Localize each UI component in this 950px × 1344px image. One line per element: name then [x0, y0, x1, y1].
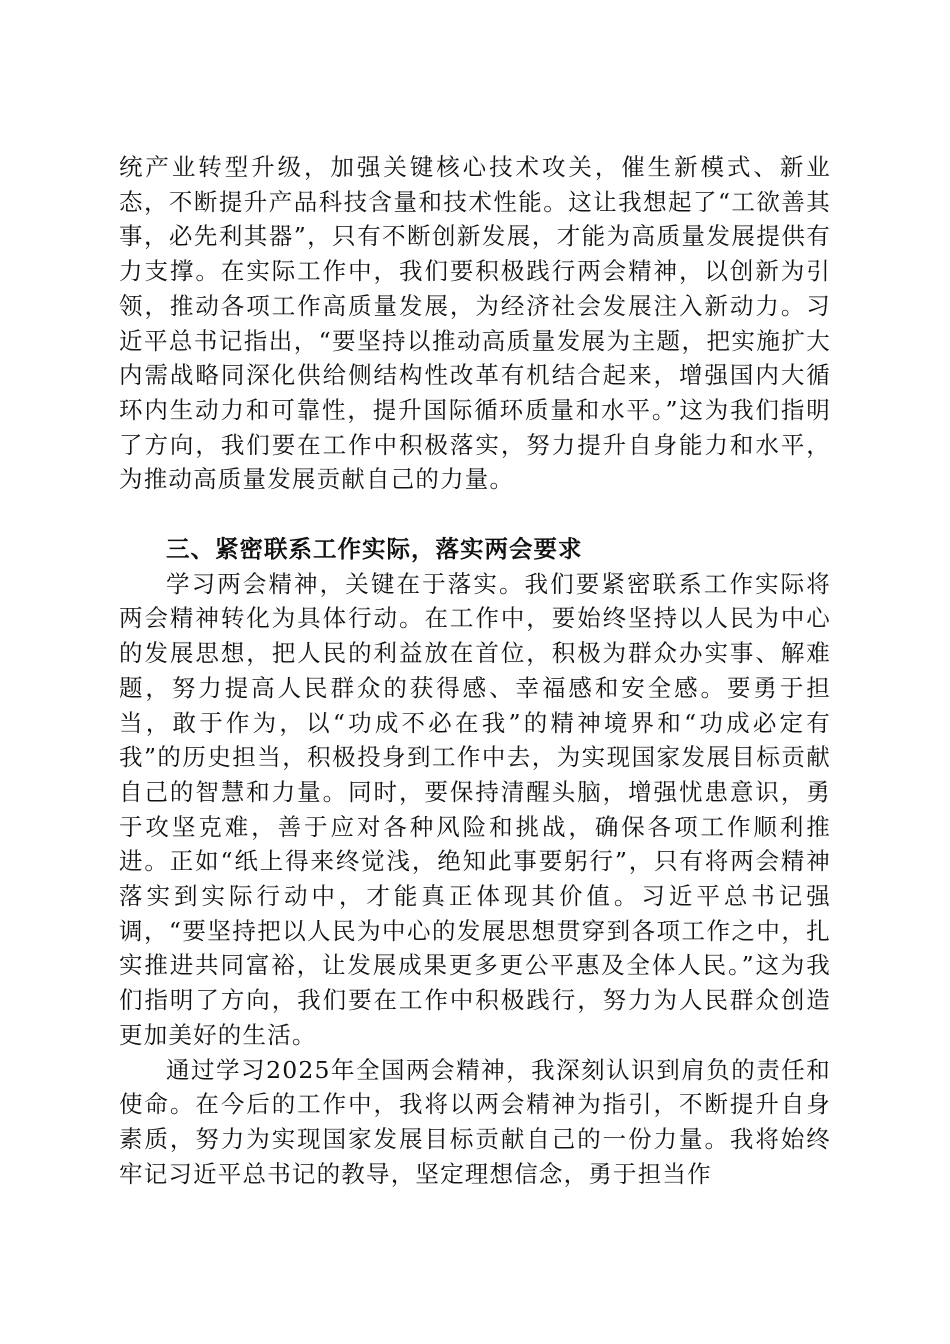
- paragraph-conclusion: 通过学习2025年全国两会精神，我深刻认识到肩负的责任和使命。在今后的工作中，我将以两会精神为指引，不断提升自身素质，努力为实现国家发展目标贡献自己的一份力量。我将始终牢记习近平总书记的教导，坚定理想信念，勇于担当作: [119, 1055, 831, 1188]
- paragraph-section-3: 学习两会精神，关键在于落实。我们要紧密联系工作实际将两会精神转化为具体行动。在工作中，要始终坚持以人民为中心的发展思想，把人民的利益放在首位，积极为群众办实事、解难题，努力提高人民群众的获得感、幸福感和安全感。要勇于担当，敢于作为，以“功成不必在我”的精神境界和“功成必定有我”的历史担当，积极投身到工作中去，为实现国家发展目标贡献自己的智慧和力量。同时，要保持清醒头脑，增强忧患意识，勇于攻坚克难，善于应对各种风险和挑战，确保各项工作顺利推进。正如“纸上得来终觉浅，绝知此事要躬行”，只有将两会精神落实到实际行动中，才能真正体现其价值。习近平总书记强调，“要坚持把以人民为中心的发展思想贯穿到各项工作之中，扎实推进共同富裕，让发展成果更多更公平惠及全体人民。”这为我们指明了方向，我们要在工作中积极践行，努力为人民群众创造更加美好的生活。: [119, 569, 831, 1049]
- document-body: [119, 150, 831, 1191]
- section-heading: 三、紧密联系工作实际，落实两会要求: [166, 535, 583, 564]
- paragraph-continuation: 统产业转型升级，加强关键核心技术攻关，催生新模式、新业态，不断提升产品科技含量和技术性能。这让我想起了“工欲善其事，必先利其器”，只有不断创新发展，才能为高质量发展提供有力支撑。在实际工作中，我们要积极践行两会精神，以创新为引领，推动各项工作高质量发展，为经济社会发展注入新动力。习近平总书记指出，“要坚持以推动高质量发展为主题，把实施扩大内需战略同深化供给侧结构性改革有机结合起来，增强国内大循环内生动力和可靠性，提升国际循环质量和水平。”这为我们指明了方向，我们要在工作中积极落实，努力提升自身能力和水平，为推动高质量发展贡献自己的力量。: [119, 153, 831, 494]
